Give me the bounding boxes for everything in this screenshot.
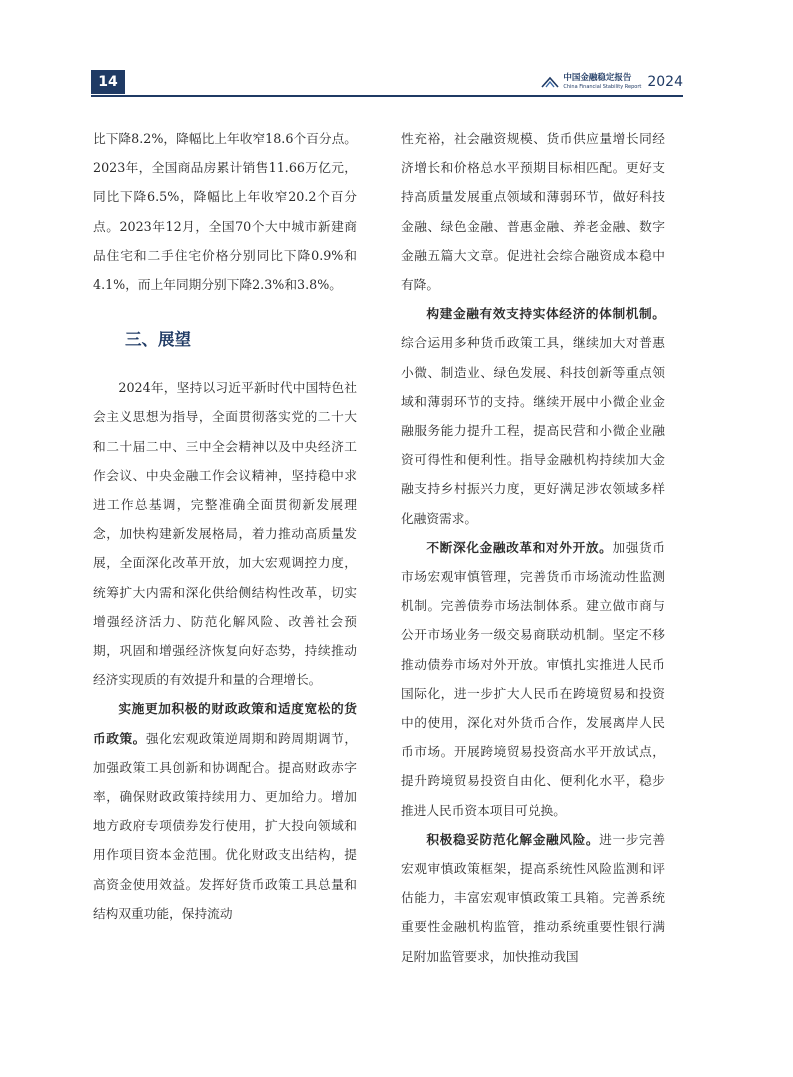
paragraph-financial-system [401,299,665,533]
paragraph-continued: 比下降8.2%，降幅比上年收窄18.6个百分点。2023年，全国商品房累计销售11.66万亿元，同比下降6.5%，降幅比上年收窄20.2个百分点。2023年12月，全国70个大中城市新建商品住宅和二手住宅价格分别同比下降0.9%和4.1%，而上年同期分别下降2.3%和3.8%。 [93,131,357,293]
report-title-cn: 中国金融稳定报告 [563,73,632,84]
report-brand [541,70,683,94]
paragraph-reform-opening [401,533,665,825]
right-column [401,124,665,971]
left-column [93,124,357,928]
paragraph-lead: 不断深化金融改革和对外开放。 [426,539,613,555]
paragraph-lead: 构建金融有效支持实体经济的体制机制。 [426,306,665,322]
report-title-en: China Financial Stability Report [563,83,642,90]
report-year: 2024 [647,74,683,90]
section-heading: 三、展望 [125,330,191,350]
report-logo-icon [541,76,559,88]
paragraph-body: 强化宏观政策逆周期和跨周期调节，加强政策工具创新和协调配合。提高财政赤字率，确保财政政策持续用力、更加给力。增加地方政府专项债券发行使用，扩大投向领域和用作项目资本金范围。优化财政支出结构，提高资金使用效益。发挥好货币政策工具总量和结构双重功能，保持流动 [93,730,358,921]
paragraph-fiscal-policy [93,694,357,928]
paragraph-body: 综合运用多种货币政策工具，继续加大对普惠小微、制造业、绿色发展、科技创新等重点领域和薄弱环节的支持。继续开展中小微企业金融服务能力提升工程，提高民营和小微企业融资可得性和便利性。指导金融机构持续加大金融支持乡村振兴力度，更好满足涉农领域多样化融资需求。 [401,335,665,526]
page-number: 14 [91,70,125,94]
paragraph-lead: 积极稳妥防范化解金融风险。 [426,831,600,847]
paragraph-body: 进一步完善宏观审慎政策框架，提高系统性风险监测和评估能力，丰富宏观审慎政策工具箱。完善系统重要性金融机构监管，推动系统重要性银行满足附加监管要求，加快推动我国 [401,831,666,964]
paragraph-lead: 实施更加积极的财政政策和适度宽松的货币政策。 [93,701,357,746]
paragraph-continued: 性充裕，社会融资规模、货币供应量增长同经济增长和价格总水平预期目标相匹配。更好支持高质量发展重点领域和薄弱环节，做好科技金融、绿色金融、普惠金融、养老金融、数字金融五篇大文章。促进社会综合融资成本稳中有降。 [401,131,665,293]
paragraph-outlook: 2024年，坚持以习近平新时代中国特色社会主义思想为指导，全面贯彻落实党的二十大和二十届二中、三中全会精神以及中央经济工作会议、中央金融工作会议精神，坚持稳中求进工作总基调，完整准确全面贯彻新发展理念，加快构建新发展格局，着力推动高质量发展，全面深化改革开放，加大宏观调控力度，统筹扩大内需和深化供给侧结构性改革，切实增强经济活力、防范化解风险、改善社会预期，巩固和增强经济恢复向好态势，持续推动经济实现质的有效提升和量的合理增长。 [93,380,357,688]
header-rule [91,95,683,97]
paragraph-body: 加强货币市场宏观审慎管理，完善货币市场流动性监测机制。完善债券市场法制体系。建立做市商与公开市场业务一级交易商联动机制。坚定不移推动债券市场对外开放。审慎扎实推进人民币国际化，进一步扩大人民币在跨境贸易和投资中的使用，深化对外货币合作，发展离岸人民币市场。开展跨境贸易投资高水平开放试点，提升跨境贸易投资自由化、便利化水平，稳步推进人民币资本项目可兑换。 [401,539,666,818]
paragraph-risk-prevention [401,825,665,971]
